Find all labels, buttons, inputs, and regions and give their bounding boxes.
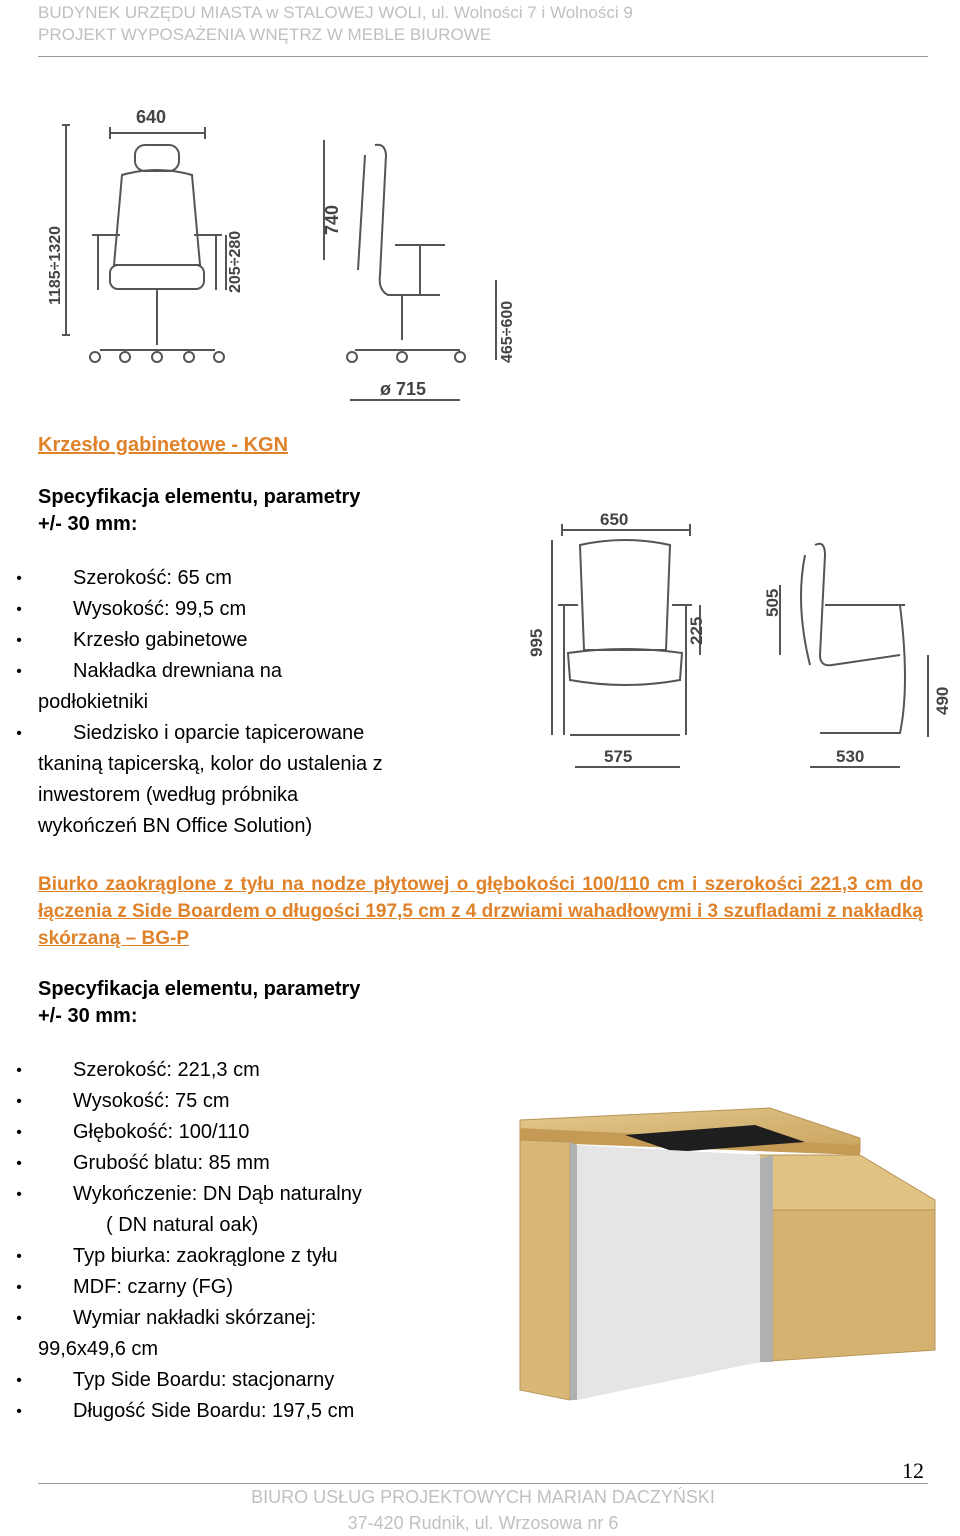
dim-205-280: 205÷280 (227, 230, 244, 293)
page-header (38, 0, 928, 57)
dim-995: 995 (527, 628, 546, 657)
dim-740: 740 (322, 204, 342, 235)
page-number: 12 (902, 1458, 924, 1483)
dim-505: 505 (763, 588, 782, 617)
desk-spec-line-1: Specyfikacja elementu, parametry (38, 978, 361, 1000)
list-item-continuation: 99,6x49,6 cm (38, 1338, 159, 1360)
page-footer (38, 1483, 928, 1536)
list-item: • Szerokość: 65 cm (38, 563, 383, 594)
dim-575: 575 (604, 747, 633, 766)
desk-image (515, 1100, 955, 1410)
list-item: • Głębokość: 100/110 (38, 1117, 362, 1148)
dim-465-600: 465÷600 (499, 300, 516, 363)
chair-spec-list (38, 563, 383, 842)
desk-spec-line-2: +/- 30 mm: (38, 1005, 138, 1027)
dim-490: 490 (933, 686, 952, 715)
list-item-continuation: inwestorem (według próbnika (38, 784, 299, 806)
list-item-continuation: tkaniną tapicerską, kolor do ustalenia z (38, 753, 383, 775)
dim-225: 225 (687, 616, 706, 645)
chair-kgn-drawing (40, 95, 520, 410)
list-item: • Siedzisko i oparcie tapicerowane (38, 718, 383, 749)
list-item-continuation: podłokietniki (38, 691, 149, 713)
chair-spec-line-2: +/- 30 mm: (38, 513, 138, 535)
chair-title: Krzesło gabinetowe - KGN (38, 434, 289, 456)
list-item: • Wykończenie: DN Dąb naturalny (38, 1179, 362, 1210)
list-item-continuation: ( DN natural oak) (106, 1214, 259, 1236)
desk-spec-heading (38, 976, 438, 1030)
list-item: • Wysokość: 75 cm (38, 1086, 362, 1117)
list-item: • Długość Side Boardu: 197,5 cm (38, 1396, 362, 1427)
footer-line-1: BIURO USŁUG PROJEKTOWYCH MARIAN DACZYŃSKI (251, 1487, 715, 1507)
desk-title: Biurko zaokrąglone z tyłu na nodze płytowej o głębokości 100/110 cm i szerokości 221,3 cm do łączenia z Side Boardem o długości 197,5 cm z 4 drzwiami wahadłowymi i 3 szufladami z nakładką skórzaną – BG-P (38, 874, 923, 949)
list-item-continuation: wykończeń BN Office Solution) (38, 815, 313, 837)
list-item: • Szerokość: 221,3 cm (38, 1055, 362, 1086)
list-item: • Krzesło gabinetowe (38, 625, 383, 656)
list-item: • Wysokość: 99,5 cm (38, 594, 383, 625)
list-item: • Typ biurka: zaokrąglone z tyłu (38, 1241, 362, 1272)
chair-spec-heading (38, 484, 438, 538)
chair-spec-line-1: Specyfikacja elementu, parametry (38, 486, 361, 508)
header-line-2: PROJEKT WYPOSAŻENIA WNĘTRZ W MEBLE BIUROWE (38, 25, 492, 44)
list-item: • MDF: czarny (FG) (38, 1272, 362, 1303)
footer-line-2: 37-420 Rudnik, ul. Wrzosowa nr 6 (347, 1513, 619, 1533)
list-item: • Typ Side Boardu: stacjonarny (38, 1365, 362, 1396)
list-item: • Nakładka drewniana na (38, 656, 383, 687)
chair-drawing-2 (520, 505, 958, 780)
list-item: • Grubość blatu: 85 mm (38, 1148, 362, 1179)
header-line-1: BUDYNEK URZĘDU MIASTA w STALOWEJ WOLI, ul. Wolności 7 i Wolności 9 (38, 3, 633, 22)
dim-640: 640 (136, 107, 167, 127)
list-item: • Wymiar nakładki skórzanej: (38, 1303, 362, 1334)
dim-650: 650 (600, 510, 629, 529)
dim-1185-1320: 1185÷1320 (47, 225, 64, 305)
dim-base: ø 715 (380, 379, 427, 399)
dim-530: 530 (836, 747, 865, 766)
desk-spec-list (38, 1055, 362, 1427)
